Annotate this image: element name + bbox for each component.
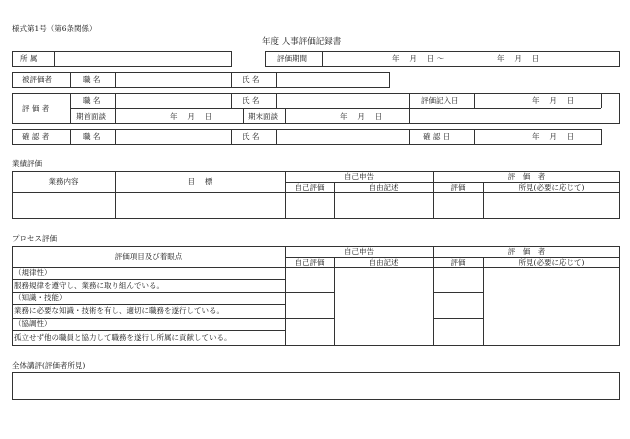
evaluator-name-label: 氏 名 [242, 96, 260, 105]
col-remarks: 所見(必要に応じて) [518, 183, 585, 192]
process-col-free-text: 自由記述 [368, 258, 399, 267]
evaluatee-name-label: 氏 名 [242, 75, 260, 84]
interview-start-label: 期首面談 [76, 112, 106, 121]
col-goal: 目 標 [187, 177, 213, 186]
interview-end-label: 期末面談 [248, 112, 278, 121]
process-item-category: （知識・技能） [14, 293, 67, 302]
confirmer-name-label: 氏 名 [242, 132, 260, 141]
col-items: 評価項目及び着眼点 [114, 252, 183, 261]
col-self-rating: 自己評価 [294, 183, 325, 192]
process-item-description: 服務規律を遵守し、業務に取り組んでいる。 [14, 281, 164, 290]
confirmer-post-label: 職 名 [83, 132, 101, 141]
dept-label: 所 属 [20, 54, 38, 63]
col-rating: 評価 [450, 183, 466, 192]
process-remarks-field[interactable] [484, 268, 619, 345]
process-item-description: 孤立せず他の職員と協力して職務を遂行し所属に貢献している。 [14, 333, 232, 342]
performance-section-title: 業績評価 [12, 159, 42, 168]
self-group: 自己申告 [344, 172, 374, 181]
evaluatee-name-field[interactable] [277, 73, 389, 87]
interview-start-value[interactable]: 年 月 日 [170, 112, 213, 121]
remarks-field[interactable] [484, 193, 619, 218]
work-field[interactable] [13, 193, 114, 218]
page-title: 年度 人事評価記録書 [262, 37, 342, 47]
process-evaluator-group: 評 価 者 [507, 247, 546, 256]
period-label: 評価期間 [277, 54, 307, 63]
entry-date-label: 評価記入日 [421, 96, 459, 105]
interview-end-value[interactable]: 年 月 日 [340, 112, 383, 121]
goal-field[interactable] [116, 193, 284, 218]
form-number: 様式第1号（第6条関係） [12, 24, 97, 33]
process-item-category: （規律性） [14, 268, 52, 277]
evaluatee-label: 被評価者 [22, 75, 52, 84]
period-end[interactable]: 年 月 日 [497, 54, 540, 63]
process-col-remarks: 所見(必要に応じて) [518, 258, 585, 267]
rating-field-2[interactable] [434, 293, 482, 317]
evaluatee-post-field[interactable] [116, 73, 230, 87]
overall-section-title: 全体講評(評価者所見) [12, 361, 86, 370]
self-rating-field[interactable] [286, 193, 333, 218]
self-rating-field-1[interactable] [286, 268, 333, 291]
confirmer-row [12, 129, 602, 145]
process-section-title: プロセス評価 [12, 234, 57, 243]
process-item-description: 業務に必要な知識・技術を有し、適切に職務を遂行している。 [14, 306, 224, 315]
rating-field[interactable] [434, 193, 482, 218]
process-free-text-field[interactable] [335, 268, 432, 345]
self-rating-field-3[interactable] [286, 319, 333, 345]
process-col-rating: 評価 [450, 258, 466, 267]
col-work: 業務内容 [48, 177, 79, 186]
dept-field[interactable] [55, 52, 231, 66]
evaluatee-post-label: 職 名 [83, 75, 101, 84]
evaluator-post-label: 職 名 [83, 96, 101, 105]
self-rating-field-2[interactable] [286, 293, 333, 317]
process-self-group: 自己申告 [344, 247, 374, 256]
confirmer-label: 確 認 者 [22, 132, 50, 141]
process-col-self-rating: 自己評価 [294, 258, 325, 267]
period-start[interactable]: 年 月 日 〜 [392, 54, 445, 63]
entry-date-value[interactable]: 年 月 日 [532, 96, 575, 105]
rating-field-3[interactable] [434, 319, 482, 345]
process-item-category: （協調性） [14, 319, 52, 328]
overall-comment-field[interactable] [12, 372, 620, 400]
confirm-date-value[interactable]: 年 月 日 [532, 132, 575, 141]
evaluator-label: 評 価 者 [22, 104, 50, 113]
col-free-text: 自由記述 [368, 183, 399, 192]
free-text-field[interactable] [335, 193, 432, 218]
evaluator-group: 評 価 者 [507, 172, 546, 181]
rating-field-1[interactable] [434, 268, 482, 291]
confirm-date-label: 確 認 日 [423, 132, 451, 141]
